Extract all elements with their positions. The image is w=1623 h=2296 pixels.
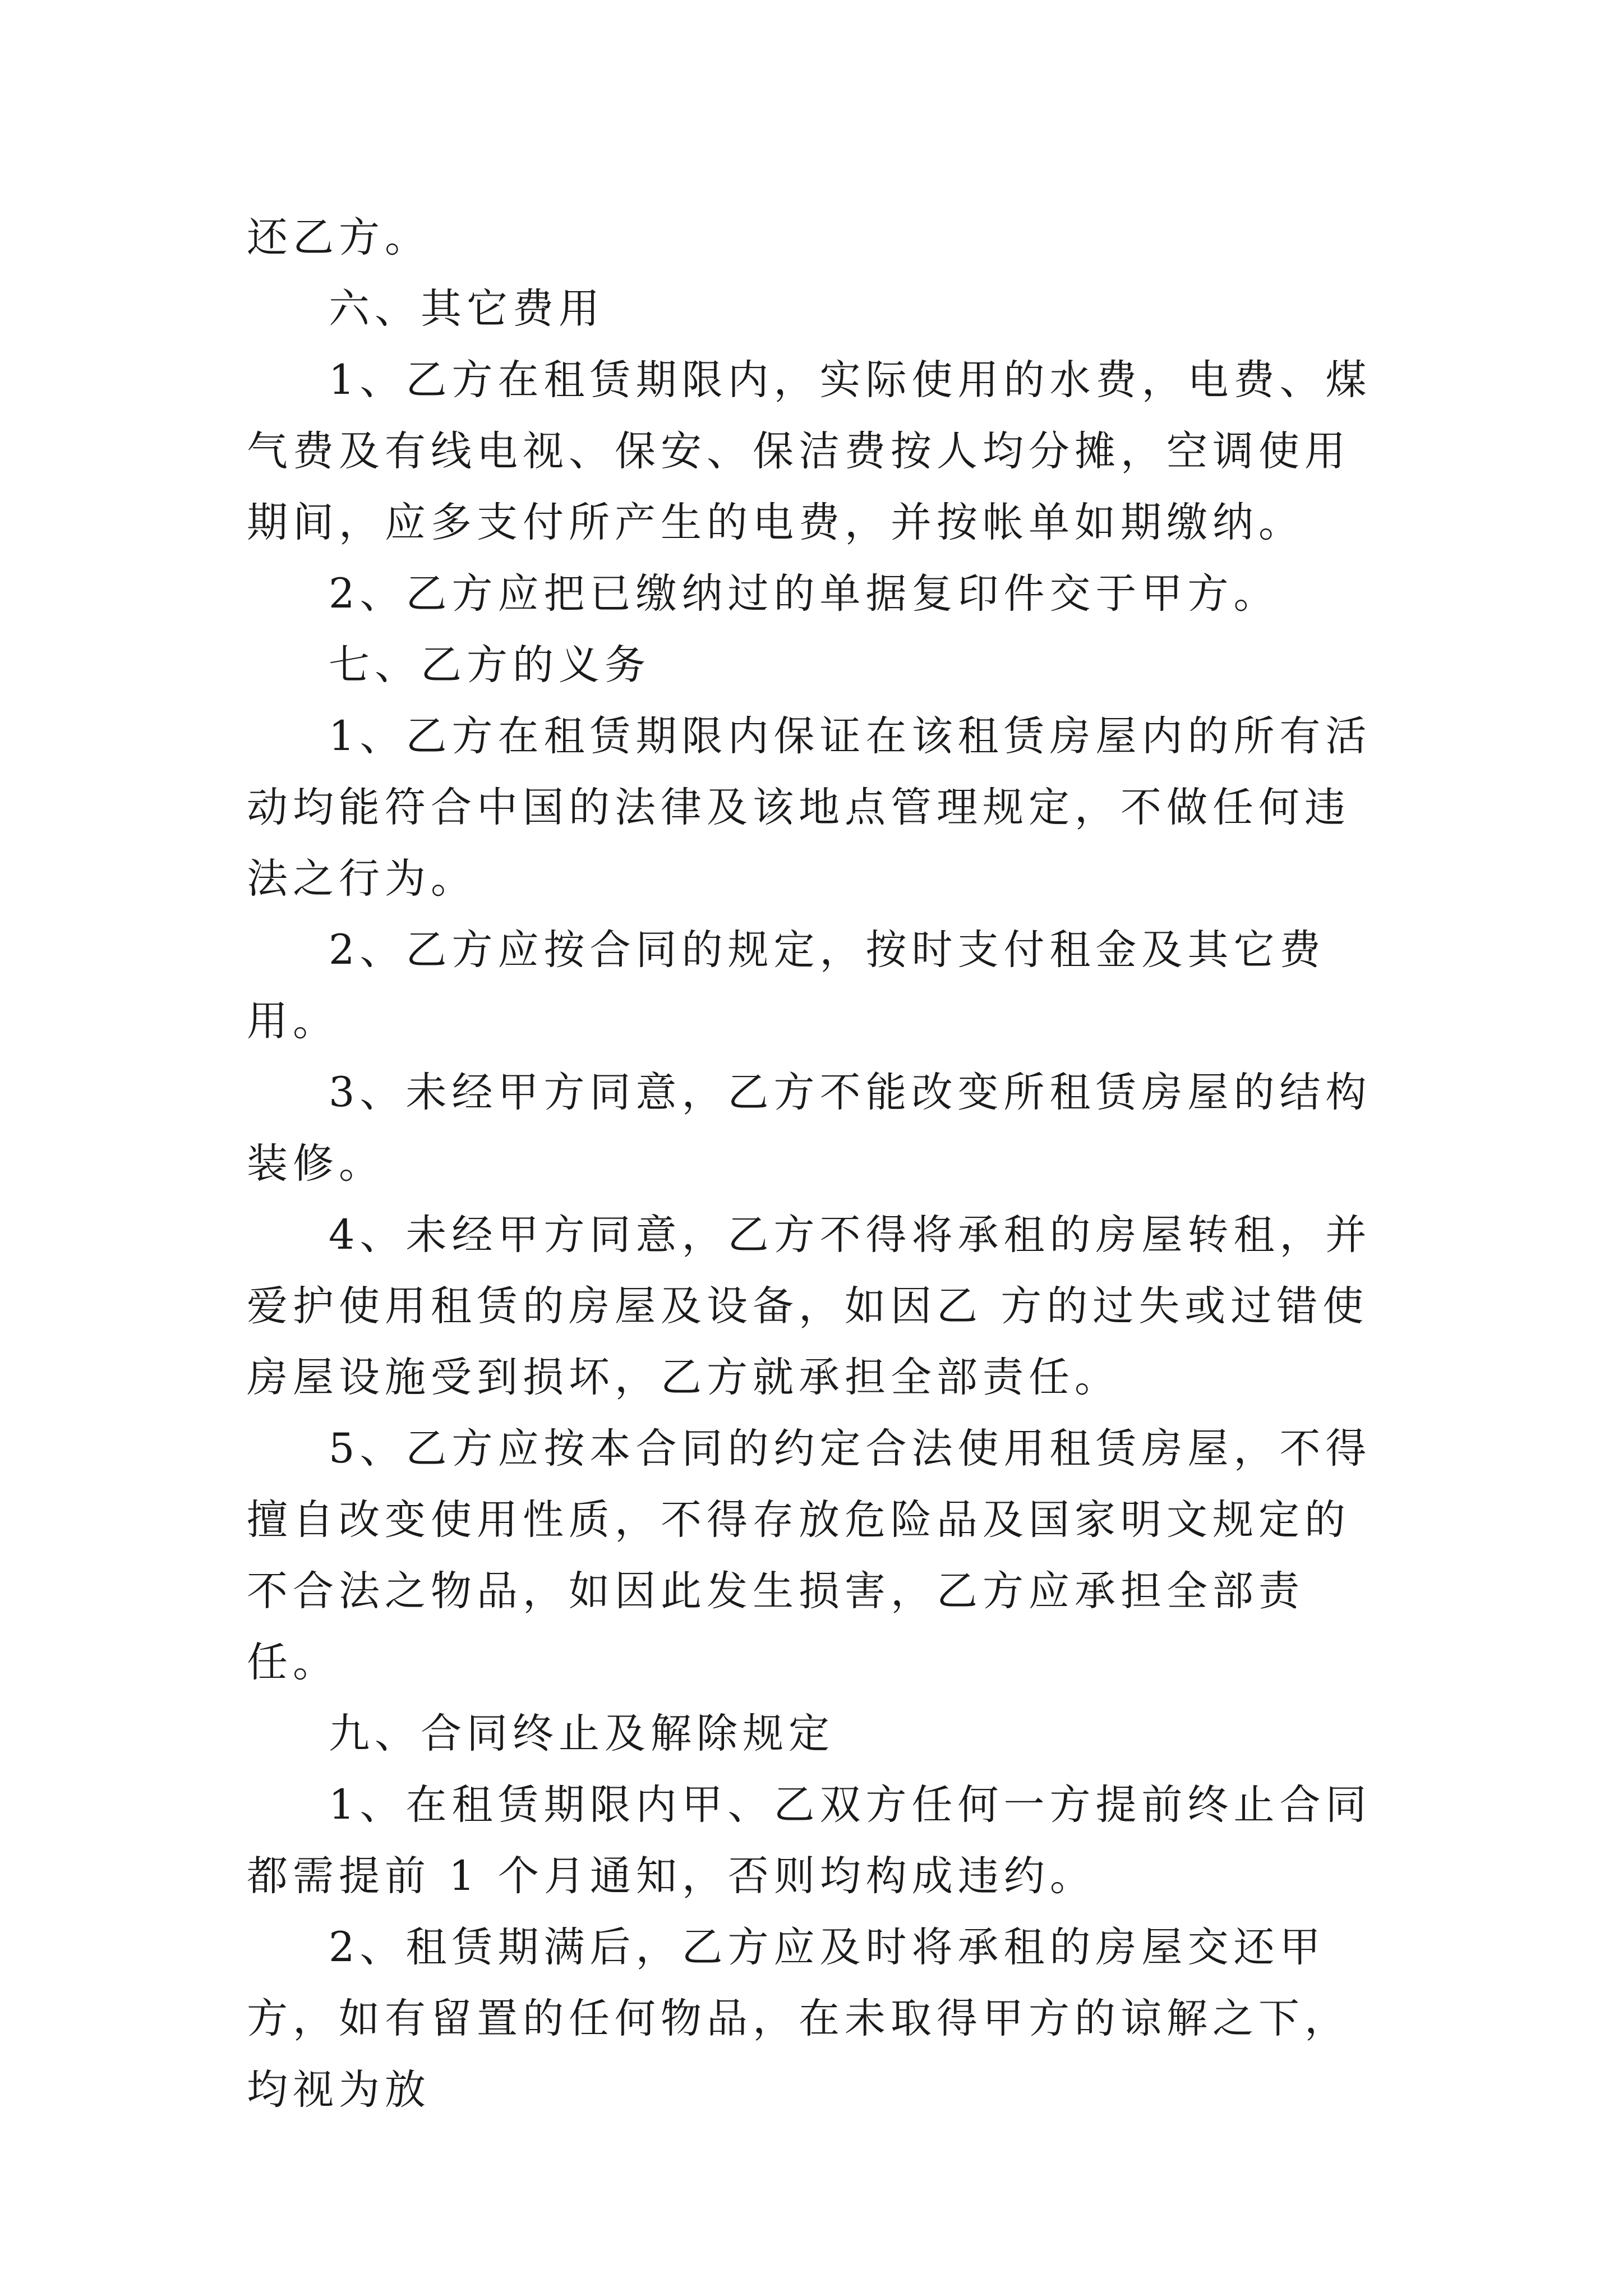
section-heading-termination: 九、合同终止及解除规定 — [329, 1710, 834, 1757]
clause-6-1: 1、乙方在租赁期限内，实际使用的水费，电费、煤气费及有线电视、保安、保洁费按人均分摊，空调使用期间，应多支付所产生的电费，并按帐单如期缴纳。 — [247, 356, 1372, 546]
clause-7-5: 5、乙方应按本合同的约定合法使用租赁房屋，不得擅自改变使用性质，不得存放危险品及国家明文规定的不合法之物品，如因此发生损害，乙方应承担全部责任。 — [247, 1425, 1372, 1686]
clause-9-2: 2、租赁期满后，乙方应及时将承租的房屋交还甲方，如有留置的任何物品，在未取得甲方的谅解之下，均视为放 — [247, 1924, 1350, 2114]
section-heading-other-fees: 六、其它费用 — [329, 285, 605, 333]
clause-7-2: 2、乙方应按合同的规定，按时支付租金及其它费用。 — [247, 926, 1326, 1045]
clause-7-1: 1、乙方在租赁期限内保证在该租赁房屋内的所有活动均能符合中国的法律及该地点管理规定，不做任何违法之行为。 — [247, 712, 1372, 903]
paragraph-continuation: 还乙方。 — [247, 214, 431, 261]
clause-9-1: 1、在租赁期限内甲、乙双方任何一方提前终止合同都需提前 1 个月通知，否则均构成违约。 — [247, 1781, 1372, 1900]
clause-7-3: 3、未经甲方同意，乙方不能改变所租赁房屋的结构装修。 — [247, 1069, 1372, 1188]
document-body — [247, 202, 1380, 2125]
clause-6-2: 2、乙方应把已缴纳过的单据复印件交于甲方。 — [329, 570, 1280, 618]
clause-7-4: 4、未经甲方同意，乙方不得将承租的房屋转租，并爱护使用租赁的房屋及设备，如因乙 方的过失或过错使房屋设施受到损坏，乙方就承担全部责任。 — [247, 1211, 1372, 1401]
section-heading-obligations: 七、乙方的义务 — [329, 641, 651, 689]
